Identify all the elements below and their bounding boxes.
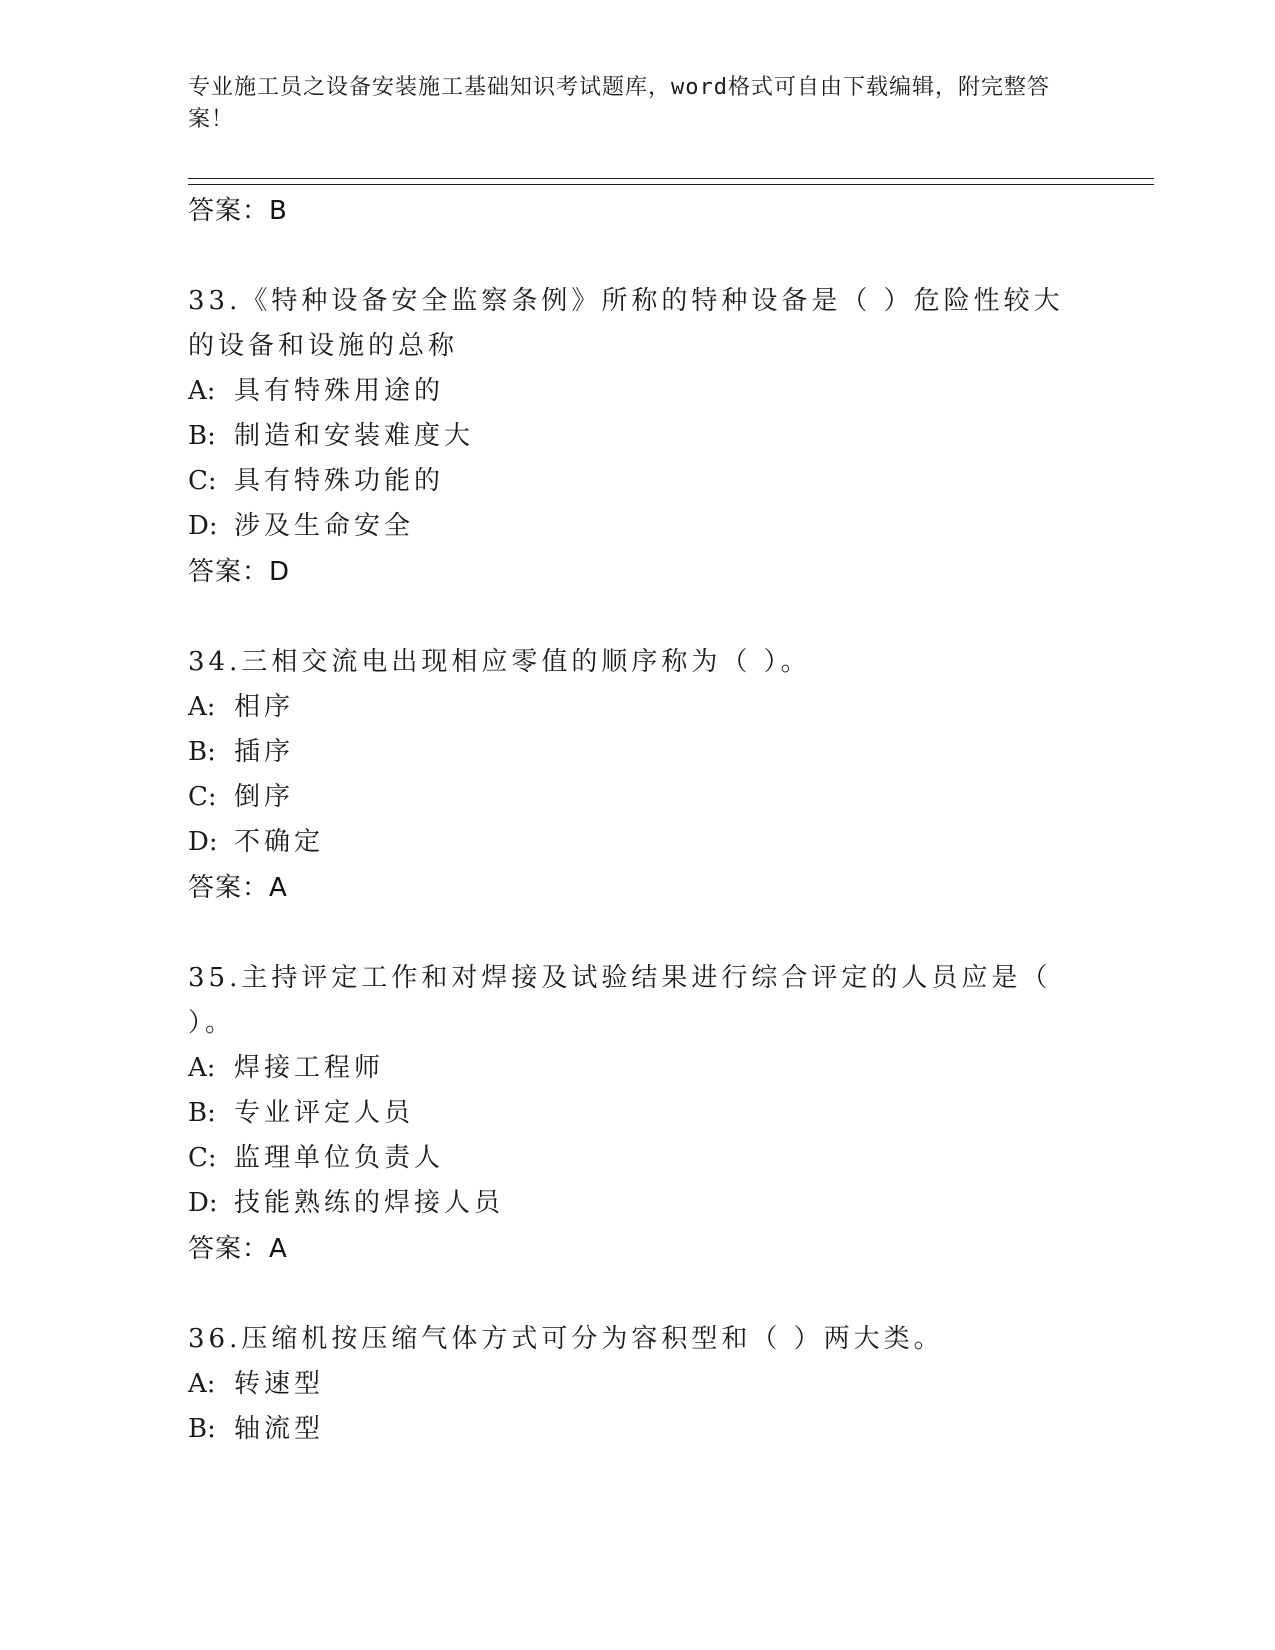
- option-key: C:: [188, 466, 217, 496]
- question-36-option-a: [188, 1362, 1088, 1407]
- question-33-option-c: [188, 459, 1088, 504]
- option-text: 涉及生命安全: [234, 511, 415, 541]
- question-34-option-c: [188, 775, 1088, 820]
- option-key: C:: [188, 1143, 217, 1173]
- question-34-option-b: [188, 730, 1088, 775]
- question-33-text: 33.《特种设备安全监察条例》所称的特种设备是（ ）危险性较大的设备和设施的总称: [188, 286, 1064, 361]
- question-33-option-a: [188, 369, 1088, 414]
- option-key: B:: [188, 421, 216, 451]
- header-divider-top: [188, 178, 1154, 179]
- option-key: D:: [188, 827, 218, 857]
- option-key: B:: [188, 737, 216, 767]
- option-text: 转速型: [234, 1369, 325, 1399]
- question-35-option-d: [188, 1181, 1088, 1226]
- option-text: 相序: [234, 692, 295, 722]
- question-34: [188, 640, 1088, 911]
- question-33-option-b: [188, 414, 1088, 459]
- option-key: D:: [188, 511, 218, 541]
- question-33-option-d: [188, 504, 1088, 549]
- option-key: A:: [188, 692, 216, 722]
- option-text: 倒序: [234, 782, 295, 812]
- option-text: 轴流型: [234, 1414, 325, 1444]
- document-header: 专业施工员之设备安装施工基础知识考试题库，word格式可自由下载编辑，附完整答案！: [188, 75, 1050, 132]
- question-33: [188, 279, 1088, 595]
- option-text: 技能熟练的焊接人员: [234, 1188, 505, 1218]
- answer-35: 答案：A: [188, 1234, 288, 1264]
- option-key: B:: [188, 1414, 216, 1444]
- option-text: 具有特殊功能的: [234, 466, 445, 496]
- question-34-option-d: [188, 820, 1088, 865]
- question-36: [188, 1317, 1088, 1452]
- question-35-text: 35.主持评定工作和对焊接及试验结果进行综合评定的人员应是（ ）。: [188, 963, 1052, 1038]
- option-text: 具有特殊用途的: [234, 376, 445, 406]
- option-key: C:: [188, 782, 217, 812]
- option-text: 监理单位负责人: [234, 1143, 445, 1173]
- header-divider-bottom: [188, 184, 1154, 185]
- option-text: 焊接工程师: [234, 1053, 385, 1083]
- question-35-option-c: [188, 1136, 1088, 1181]
- question-35-option-a: [188, 1046, 1088, 1091]
- answer-32: 答案：B: [188, 196, 288, 226]
- question-35: [188, 956, 1088, 1272]
- question-36-text: 36.压缩机按压缩气体方式可分为容积型和（ ）两大类。: [188, 1324, 944, 1354]
- option-key: B:: [188, 1098, 216, 1128]
- option-text: 不确定: [234, 827, 325, 857]
- option-text: 专业评定人员: [234, 1098, 415, 1128]
- question-34-text: 34.三相交流电出现相应零值的顺序称为（ ）。: [188, 647, 811, 677]
- question-list: [188, 188, 1088, 1452]
- question-35-option-b: [188, 1091, 1088, 1136]
- option-text: 插序: [234, 737, 295, 767]
- answer-33: 答案：D: [188, 557, 291, 587]
- option-key: A:: [188, 1369, 216, 1399]
- question-34-option-a: [188, 685, 1088, 730]
- question-36-option-b: [188, 1407, 1088, 1452]
- option-text: 制造和安装难度大: [234, 421, 475, 451]
- option-key: A:: [188, 1053, 216, 1083]
- answer-34: 答案：A: [188, 873, 288, 903]
- option-key: D:: [188, 1188, 218, 1218]
- option-key: A:: [188, 376, 216, 406]
